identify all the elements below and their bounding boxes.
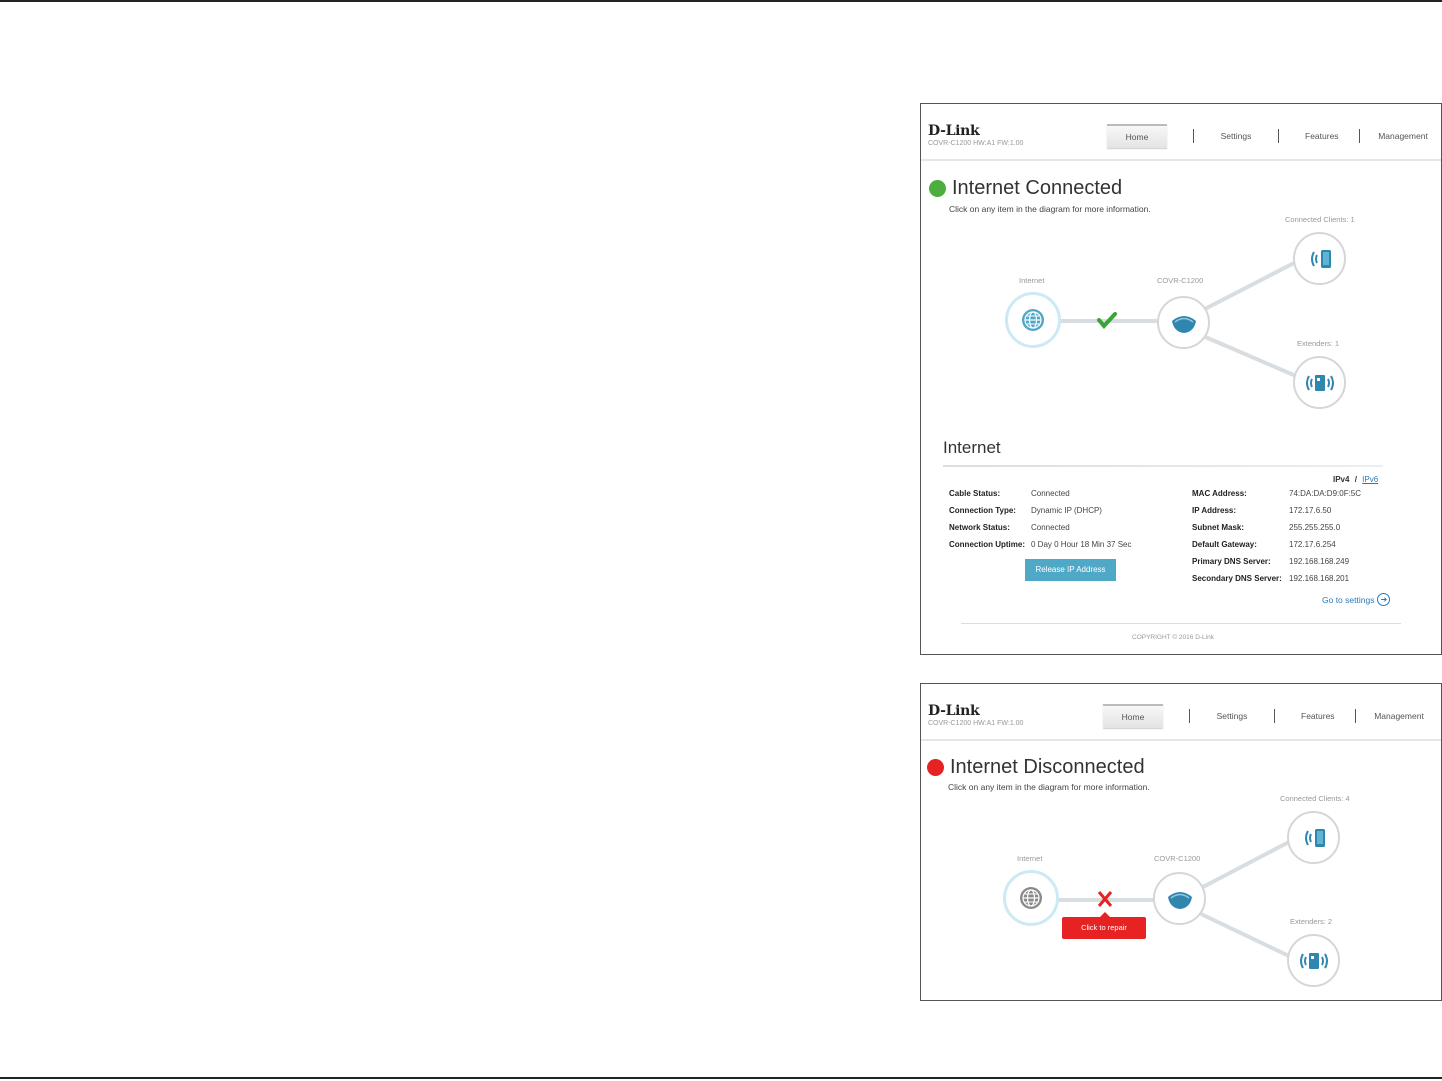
globe-icon [1018, 885, 1044, 911]
mobile-wireless-icon [1306, 247, 1334, 271]
extenders-label: Extenders: 2 [1290, 917, 1333, 926]
internet-node[interactable] [1003, 870, 1059, 926]
nav-settings[interactable]: Settings [1216, 711, 1248, 721]
network-diagram-lines [921, 104, 1441, 434]
extenders-node[interactable] [1293, 356, 1346, 409]
internet-section-title: Internet [943, 438, 1001, 457]
nav-home[interactable]: Home [1103, 704, 1163, 728]
go-to-settings-link[interactable]: Go to settings ➜ [1322, 593, 1390, 606]
extenders-node[interactable] [1287, 934, 1340, 987]
nav-management[interactable]: Management [1374, 711, 1424, 721]
model-info: COVR-C1200 HW:A1 FW:1.00 [928, 720, 1024, 727]
connected-clients-node[interactable] [1287, 811, 1340, 864]
network-diagram-lines [921, 684, 1441, 1000]
nav-home[interactable]: Home [1107, 124, 1167, 148]
ip-version-switch: IPv4 / IPv6 [1333, 475, 1379, 484]
extender-wireless-icon [1304, 372, 1336, 394]
ipv6-link[interactable]: IPv6 [1362, 475, 1379, 484]
nav-settings[interactable]: Settings [1220, 131, 1252, 141]
click-to-repair-button[interactable]: Click to repair [1062, 917, 1146, 939]
router-device-icon [1166, 888, 1194, 910]
router-node[interactable] [1153, 872, 1206, 925]
internet-label: Internet [1019, 276, 1045, 285]
release-ip-button[interactable]: Release IP Address [1025, 559, 1116, 581]
internet-label: Internet [1017, 854, 1043, 863]
nav-features[interactable]: Features [1305, 131, 1339, 141]
extenders-label: Extenders: 1 [1297, 339, 1340, 348]
status-title: Internet Disconnected [950, 756, 1145, 778]
connected-clients-node[interactable] [1293, 232, 1346, 285]
copyright: COPYRIGHT © 2016 D-Link [1132, 634, 1214, 641]
extender-wireless-icon [1298, 950, 1330, 972]
router-label: COVR-C1200 [1157, 276, 1204, 285]
connected-clients-label: Connected Clients: 4 [1280, 794, 1350, 803]
page-top-rule [0, 0, 1442, 2]
screenshot-internet-disconnected [920, 683, 1442, 1001]
arrow-right-icon: ➜ [1377, 593, 1390, 606]
model-info: COVR-C1200 HW:A1 FW:1.00 [928, 140, 1024, 147]
nav-management[interactable]: Management [1378, 131, 1428, 141]
connected-clients-label: Connected Clients: 1 [1285, 215, 1355, 224]
internet-node[interactable] [1005, 292, 1061, 348]
dlink-logo: D-Link [928, 703, 980, 719]
ipv4-tab[interactable]: IPv4 [1333, 475, 1350, 484]
diagram-hint: Click on any item in the diagram for more information. [949, 204, 1151, 214]
status-title: Internet Connected [952, 177, 1123, 199]
screenshot-internet-connected: D-Link COVR-C1200 HW:A1 FW:1.00 Home Settings Features Management Internet Connected Click on any item in the diagram for more information. Internet COVR-C1200 Connected Clients: 1 Extenders: 1 Internet IPv4 / IPv6 Cable Status: Connected Connection Type: Dynamic IP (DHCP) Network Status: Connected Connection Uptime: 0 Day 0 Hour 18 Min 37 Sec MAC Address: 74:DA:DA:D9:0F:5C IP Address: 172.17.6.50 Subnet Mask: 255.255.255.0 Default Gateway: 172.17.6.254 Primary DNS Server: 192.168.168.249 Secondary DNS Server: 192.168.168.201 Release IP Address Go to settings ➜ COPYRIGHT © 2016 D-Link [920, 103, 1442, 655]
dlink-logo: D-Link [928, 123, 980, 139]
mobile-wireless-icon [1300, 826, 1328, 850]
nav-features[interactable]: Features [1301, 711, 1335, 721]
globe-icon [1020, 307, 1046, 333]
router-node[interactable] [1157, 296, 1210, 349]
section-divider [943, 465, 1383, 467]
page-bottom-rule [0, 1077, 1442, 1079]
footer-divider [961, 623, 1401, 624]
router-device-icon [1170, 312, 1198, 334]
router-label: COVR-C1200 [1154, 854, 1201, 863]
diagram-hint: Click on any item in the diagram for more information. [948, 782, 1150, 792]
